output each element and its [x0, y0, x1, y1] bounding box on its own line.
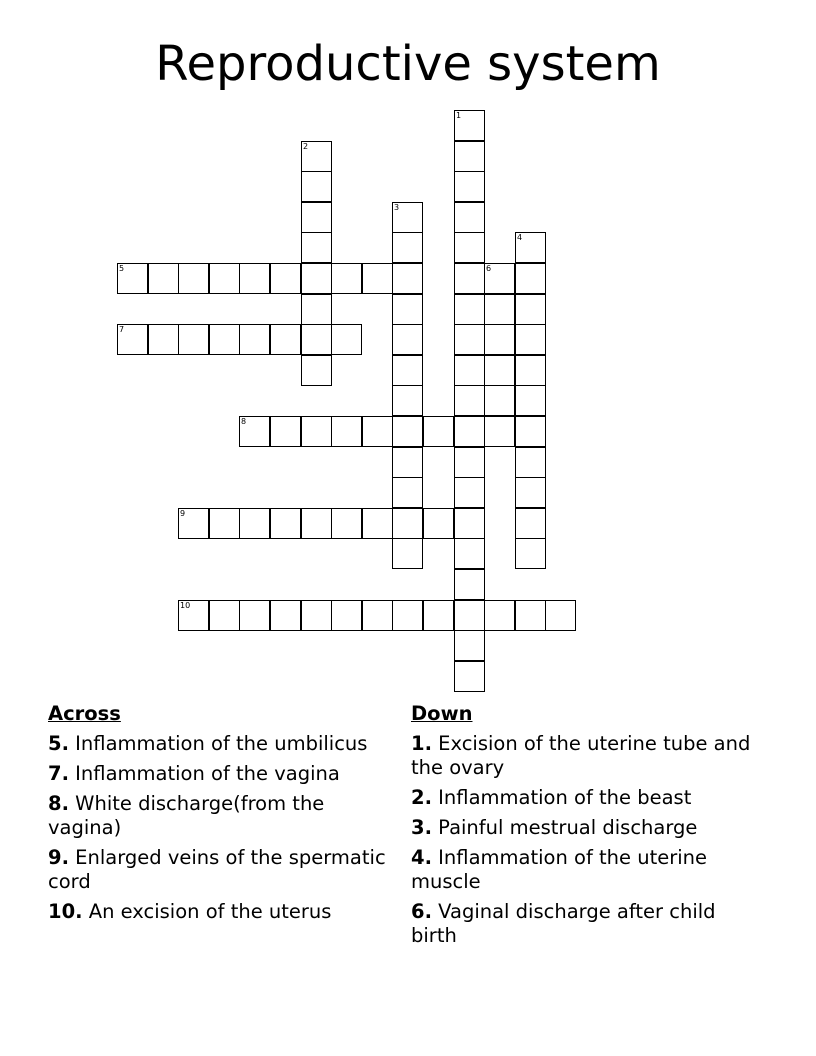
crossword-cell[interactable]: [392, 447, 423, 478]
crossword-cell[interactable]: [178, 508, 209, 539]
cell-number: 8: [241, 417, 247, 426]
crossword-cell[interactable]: [392, 263, 423, 294]
crossword-cell[interactable]: [362, 600, 393, 631]
cell-number: 5: [119, 264, 125, 273]
cell-number: 4: [517, 233, 523, 242]
crossword-cell[interactable]: [209, 263, 240, 294]
clue-text: Vaginal discharge after child birth: [411, 900, 716, 947]
crossword-cell[interactable]: [301, 416, 332, 447]
clue-number: 7.: [48, 762, 69, 785]
clue-text: Painful mestrual discharge: [431, 816, 698, 839]
across-clue: [48, 762, 393, 786]
crossword-cell[interactable]: [392, 294, 423, 325]
clue-number: 4.: [411, 846, 432, 869]
cell-number: 2: [303, 142, 309, 151]
clue-number: 9.: [48, 846, 69, 869]
crossword-cell[interactable]: [545, 600, 576, 631]
crossword-cell[interactable]: [301, 324, 332, 355]
crossword-cell[interactable]: [515, 538, 546, 569]
crossword-cell[interactable]: [515, 232, 546, 263]
crossword-cell[interactable]: [484, 355, 515, 386]
clue-number: 10.: [48, 900, 83, 923]
down-clue: [411, 846, 756, 894]
crossword-cell[interactable]: [301, 171, 332, 202]
crossword-cell[interactable]: [301, 141, 332, 172]
across-clue: [48, 900, 393, 924]
crossword-cell[interactable]: [484, 600, 515, 631]
crossword-cell[interactable]: [392, 600, 423, 631]
crossword-cell[interactable]: [392, 416, 423, 447]
crossword-cell[interactable]: [331, 508, 362, 539]
crossword-cell[interactable]: [392, 385, 423, 416]
crossword-cell[interactable]: [515, 508, 546, 539]
crossword-cell[interactable]: [515, 324, 546, 355]
clue-number: 5.: [48, 732, 69, 755]
crossword-cell[interactable]: [301, 294, 332, 325]
crossword-cell[interactable]: [209, 600, 240, 631]
crossword-cell[interactable]: [301, 355, 332, 386]
crossword-cell[interactable]: [362, 508, 393, 539]
crossword-cell[interactable]: [117, 324, 148, 355]
crossword-cell[interactable]: [454, 661, 485, 692]
cell-number: 1: [456, 111, 462, 120]
crossword-cell[interactable]: [515, 600, 546, 631]
crossword-cell[interactable]: [454, 416, 485, 447]
crossword-cell[interactable]: [454, 508, 485, 539]
cell-number: 9: [180, 509, 186, 518]
cell-number: 6: [486, 264, 492, 273]
clue-text: Excision of the uterine tube and the ovary: [411, 732, 751, 779]
crossword-cell[interactable]: [484, 385, 515, 416]
crossword-cell[interactable]: [331, 416, 362, 447]
crossword-cell[interactable]: [423, 508, 454, 539]
clue-text: An excision of the uterus: [82, 900, 332, 923]
crossword-cell[interactable]: [362, 263, 393, 294]
crossword-cell[interactable]: [392, 477, 423, 508]
crossword-cell[interactable]: [515, 263, 546, 294]
crossword-cell[interactable]: [515, 447, 546, 478]
cell-number: 7: [119, 325, 125, 334]
crossword-cell[interactable]: [301, 202, 332, 233]
crossword-cell[interactable]: [331, 600, 362, 631]
crossword-cell[interactable]: [392, 538, 423, 569]
clue-number: 2.: [411, 786, 432, 809]
crossword-cell[interactable]: [454, 263, 485, 294]
across-heading: Across: [48, 702, 121, 725]
crossword-cell[interactable]: [392, 232, 423, 263]
crossword-cell[interactable]: [301, 508, 332, 539]
crossword-cell[interactable]: [484, 416, 515, 447]
crossword-cell[interactable]: [454, 477, 485, 508]
crossword-cell[interactable]: [392, 324, 423, 355]
page-title: Reproductive system: [155, 36, 661, 92]
crossword-cell[interactable]: [515, 477, 546, 508]
cell-number: 3: [394, 203, 400, 212]
crossword-cell[interactable]: [178, 324, 209, 355]
crossword-cell[interactable]: [454, 630, 485, 661]
crossword-cell[interactable]: [209, 508, 240, 539]
clue-number: 1.: [411, 732, 432, 755]
clue-text: Enlarged veins of the spermatic cord: [48, 846, 386, 893]
crossword-cell[interactable]: [178, 263, 209, 294]
crossword-cell[interactable]: [454, 294, 485, 325]
crossword-cell[interactable]: [454, 447, 485, 478]
clue-text: Inflammation of the beast: [431, 786, 692, 809]
crossword-cell[interactable]: [270, 508, 301, 539]
clue-text: Inflammation of the umbilicus: [68, 732, 368, 755]
down-clue: [411, 900, 756, 948]
crossword-cell[interactable]: [270, 416, 301, 447]
crossword-cell[interactable]: [454, 385, 485, 416]
clue-number: 8.: [48, 792, 69, 815]
crossword-cell[interactable]: [423, 416, 454, 447]
crossword-cell[interactable]: [301, 600, 332, 631]
crossword-cell[interactable]: [454, 202, 485, 233]
across-clue: [48, 732, 393, 756]
across-clue: [48, 792, 393, 840]
crossword-cell[interactable]: [392, 508, 423, 539]
crossword-cell[interactable]: [454, 569, 485, 600]
crossword-cell[interactable]: [392, 355, 423, 386]
crossword-cell[interactable]: [239, 508, 270, 539]
down-clues: [411, 702, 756, 954]
crossword-cell[interactable]: [239, 324, 270, 355]
crossword-cell[interactable]: [301, 263, 332, 294]
crossword-cell[interactable]: [117, 263, 148, 294]
crossword-cell[interactable]: [331, 263, 362, 294]
crossword-cell[interactable]: [270, 263, 301, 294]
across-clues: [48, 702, 393, 930]
crossword-cell[interactable]: [148, 263, 179, 294]
crossword-cell[interactable]: [515, 416, 546, 447]
crossword-cell[interactable]: [148, 324, 179, 355]
crossword-cell[interactable]: [515, 385, 546, 416]
clue-number: 3.: [411, 816, 432, 839]
down-clue: [411, 816, 756, 840]
crossword-cell[interactable]: [515, 294, 546, 325]
clue-number: 6.: [411, 900, 432, 923]
crossword-cell[interactable]: [239, 263, 270, 294]
clue-text: Inflammation of the uterine muscle: [411, 846, 708, 893]
crossword-cell[interactable]: [423, 600, 454, 631]
crossword-cell[interactable]: [239, 416, 270, 447]
clue-text: Inflammation of the vagina: [68, 762, 340, 785]
crossword-cell[interactable]: [484, 263, 515, 294]
crossword-cell[interactable]: [301, 232, 332, 263]
crossword-cell[interactable]: [484, 294, 515, 325]
crossword-cell[interactable]: [454, 600, 485, 631]
crossword-cell[interactable]: [515, 355, 546, 386]
crossword-cell[interactable]: [331, 324, 362, 355]
crossword-cell[interactable]: [270, 324, 301, 355]
down-clue: [411, 732, 756, 780]
crossword-cell[interactable]: [484, 324, 515, 355]
cell-number: 10: [180, 601, 191, 610]
crossword-cell[interactable]: [270, 600, 301, 631]
crossword-cell[interactable]: [362, 416, 393, 447]
crossword-cell[interactable]: [454, 141, 485, 172]
down-clue: [411, 786, 756, 810]
crossword-cell[interactable]: [209, 324, 240, 355]
clue-text: White discharge(from the vagina): [48, 792, 325, 839]
across-clue: [48, 846, 393, 894]
crossword-cell[interactable]: [454, 538, 485, 569]
crossword-cell[interactable]: [454, 324, 485, 355]
crossword-cell[interactable]: [454, 355, 485, 386]
crossword-cell[interactable]: [392, 202, 423, 233]
down-heading: Down: [411, 702, 473, 725]
crossword-cell[interactable]: [454, 110, 485, 141]
crossword-cell[interactable]: [454, 171, 485, 202]
crossword-cell[interactable]: [454, 232, 485, 263]
crossword-cell[interactable]: [178, 600, 209, 631]
crossword-cell[interactable]: [239, 600, 270, 631]
